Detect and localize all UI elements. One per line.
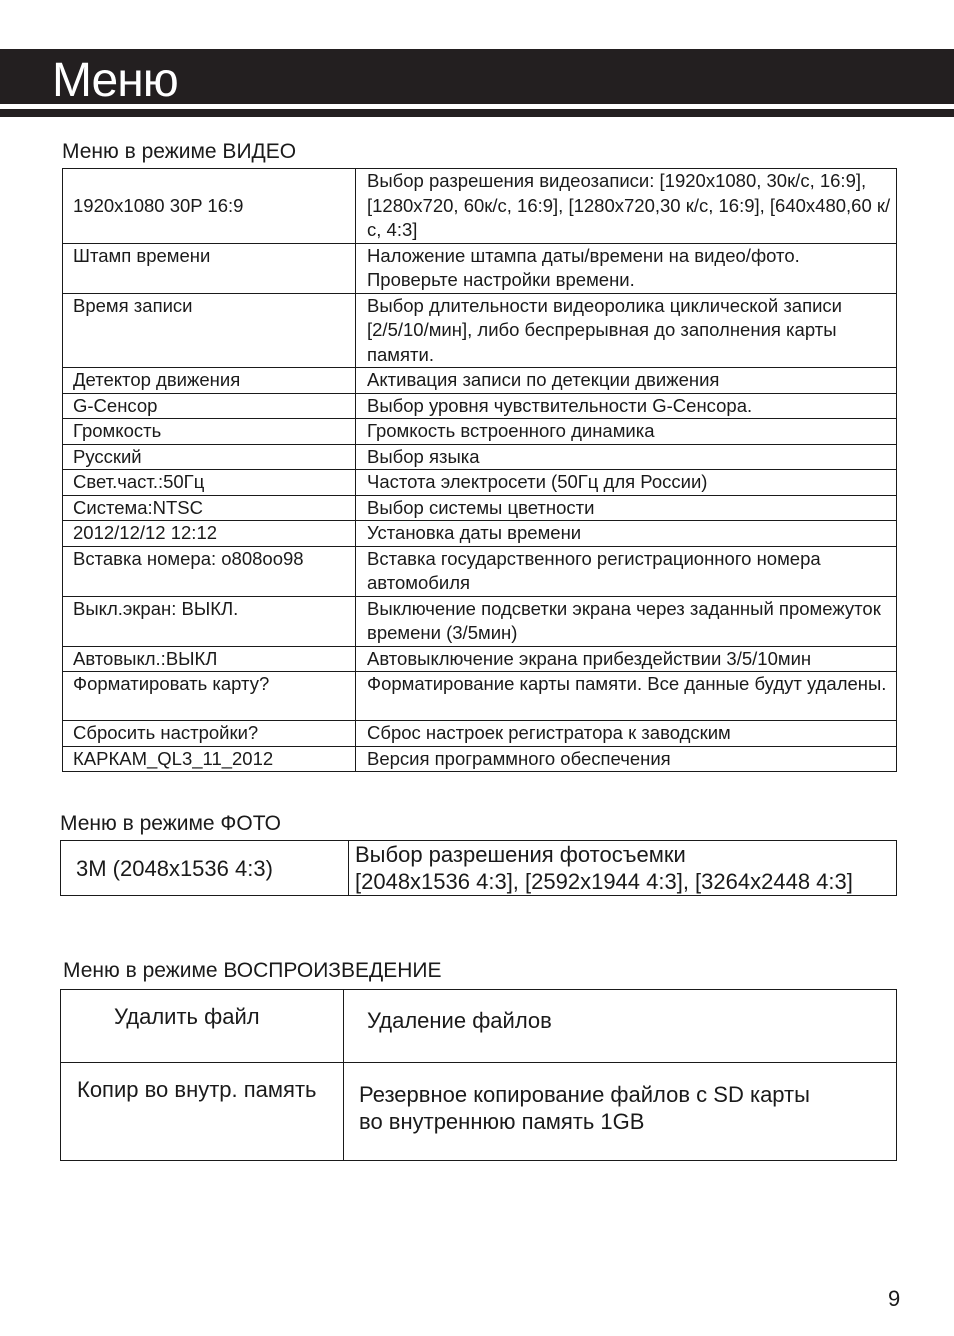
setting-cell: Форматировать карту? — [63, 672, 356, 721]
setting-cell: Русский — [63, 444, 356, 470]
photo-section-title: Меню в режиме ФОТО — [60, 812, 281, 835]
setting-cell: КАРКАМ_QL3_11_2012 — [63, 746, 356, 772]
table-row — [63, 368, 897, 394]
setting-cell: Детектор движения — [63, 368, 356, 394]
page-number: 9 — [888, 1286, 901, 1311]
description-line: во внутреннюю память 1GB — [359, 1109, 645, 1134]
description-cell: Установка даты времени — [356, 521, 897, 547]
description-cell: Наложение штампа даты/времени на видео/фото. Проверьте настройки времени. — [356, 243, 897, 293]
table-row — [63, 746, 897, 772]
setting-cell: 2012/12/12 12:12 — [63, 521, 356, 547]
setting-cell: Сбросить настройки? — [63, 721, 356, 747]
table-row — [63, 721, 897, 747]
page-title: Меню — [52, 54, 178, 107]
table-row — [63, 521, 897, 547]
playback-section-title: Меню в режиме ВОСПРОИЗВЕДЕНИЕ — [63, 959, 442, 982]
description-cell: Вставка государственного регистрационного номера автомобиля — [356, 546, 897, 596]
description-cell: Выбор языка — [356, 444, 897, 470]
description-cell: Выбор системы цветности — [356, 495, 897, 521]
setting-cell: Время записи — [63, 293, 356, 368]
playback-menu-table — [60, 989, 897, 1161]
setting-cell: Штамп времени — [63, 243, 356, 293]
description-cell — [344, 1063, 897, 1161]
table-row — [63, 546, 897, 596]
description-cell: Автовыключение экрана прибездействии 3/5/10мин — [356, 646, 897, 672]
description-cell: Форматирование карты памяти. Все данные будут удалены. — [356, 672, 897, 721]
table-row — [61, 990, 897, 1063]
description-line: Выбор разрешения фотосъемки — [355, 842, 686, 867]
description-cell: Сброс настроек регистратора к заводским — [356, 721, 897, 747]
setting-cell: Выкл.экран: ВЫКЛ. — [63, 596, 356, 646]
description-line: [2048x1536 4:3], [2592x1944 4:3], [3264x2448 4:3] — [355, 869, 853, 894]
table-row — [61, 1063, 897, 1161]
table-row — [63, 470, 897, 496]
setting-cell: Копир во внутр. память — [61, 1063, 344, 1161]
description-cell: Версия программного обеспечения — [356, 746, 897, 772]
table-row — [61, 841, 897, 896]
description-cell: Выключение подсветки экрана через заданный промежуток времени (3/5мин) — [356, 596, 897, 646]
description-cell: Выбор уровня чувствительности G-Сенсора. — [356, 393, 897, 419]
video-section-title: Меню в режиме ВИДЕО — [62, 140, 297, 163]
description-cell: Частота электросети (50Гц для России) — [356, 470, 897, 496]
setting-cell: Вставка номера: о808оо98 — [63, 546, 356, 596]
description-line: Резервное копирование файлов с SD карты — [359, 1082, 810, 1107]
table-row — [63, 393, 897, 419]
description-cell: Активация записи по детекции движения — [356, 368, 897, 394]
setting-cell: 1920x1080 30P 16:9 — [63, 169, 356, 244]
setting-cell: Автовыкл.:ВЫКЛ — [63, 646, 356, 672]
description-cell: Выбор разрешения видеозаписи: [1920x1080, 30к/с, 16:9], [1280x720, 60к/с, 16:9], [1280x720,30 к/с, 16:9], [640x480,60 к/с, 4:3] — [356, 169, 897, 244]
setting-cell: Удалить файл — [61, 990, 344, 1063]
setting-cell: Система:NTSC — [63, 495, 356, 521]
video-menu-table — [62, 168, 897, 772]
table-row — [63, 672, 897, 721]
table-row — [63, 419, 897, 445]
description-cell: Выбор длительности видеоролика циклической записи [2/5/10/мин], либо беспрерывная до заполнения карты памяти. — [356, 293, 897, 368]
description-cell: Громкость встроенного динамика — [356, 419, 897, 445]
table-row — [63, 596, 897, 646]
table-row — [63, 169, 897, 244]
table-row — [63, 444, 897, 470]
table-row — [63, 646, 897, 672]
setting-cell: Громкость — [63, 419, 356, 445]
header-divider — [0, 109, 954, 117]
table-row — [63, 293, 897, 368]
setting-cell: G-Сенсор — [63, 393, 356, 419]
photo-menu-table — [60, 840, 897, 896]
table-row — [63, 495, 897, 521]
description-cell: Удаление файлов — [344, 990, 897, 1063]
description-cell — [349, 841, 897, 896]
setting-cell: 3М (2048x1536 4:3) — [61, 841, 349, 896]
table-row — [63, 243, 897, 293]
setting-cell: Свет.част.:50Гц — [63, 470, 356, 496]
